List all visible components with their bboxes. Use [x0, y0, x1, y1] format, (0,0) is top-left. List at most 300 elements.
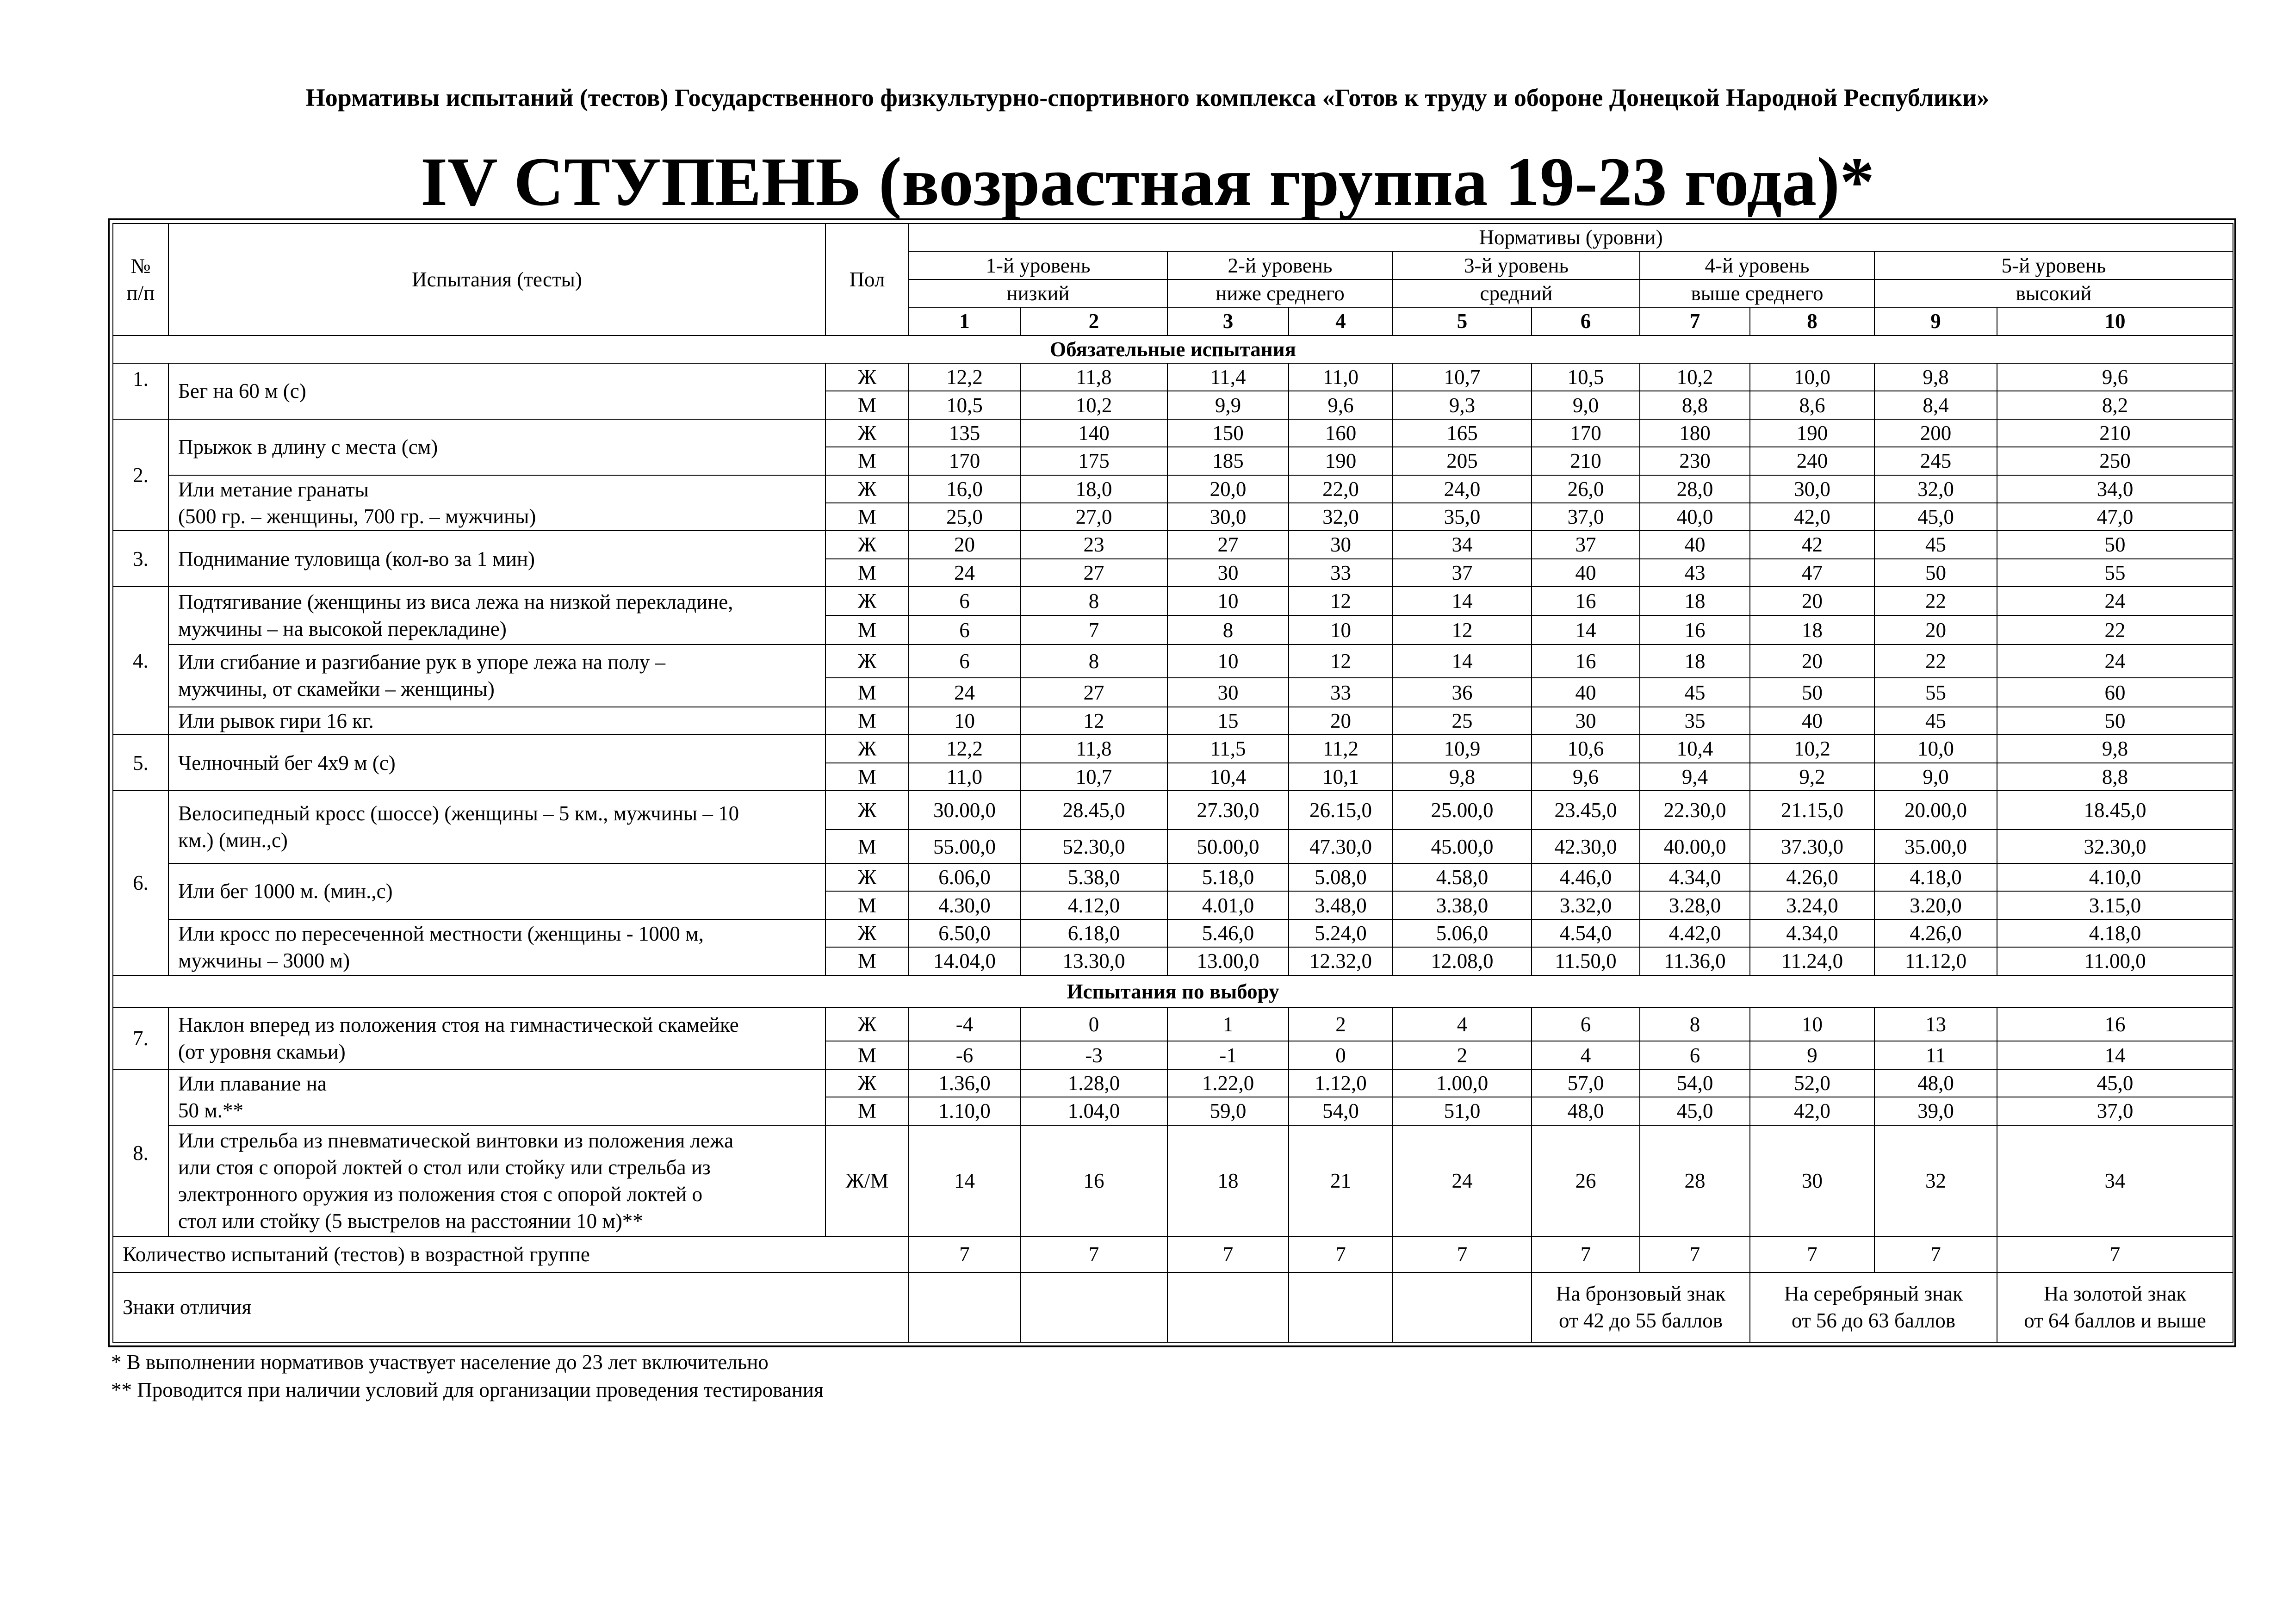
test-name: Или рывок гири 16 кг. [168, 707, 825, 735]
count-cell: 7 [1640, 1237, 1750, 1272]
value-cell: 10 [1289, 615, 1393, 644]
value-cell: 37 [1532, 531, 1640, 558]
table-row [113, 531, 2233, 558]
cell-text-line: Или стрельба из пневматической винтовки из положения лежа [178, 1129, 734, 1153]
value-cell: 245 [1874, 447, 1997, 475]
column-number: 3 [1167, 307, 1289, 335]
value-cell: -1 [1167, 1041, 1289, 1069]
value-cell: 40,0 [1640, 503, 1750, 531]
value-cell: 40 [1640, 531, 1750, 558]
value-cell: 36 [1393, 678, 1532, 707]
count-cell: 7 [1289, 1237, 1393, 1272]
value-cell: 140 [1020, 419, 1167, 447]
column-number: 10 [1997, 307, 2233, 335]
sex-cell: Ж/М [825, 1125, 909, 1237]
column-number: 5 [1393, 307, 1532, 335]
cell-text-line: от 64 баллов и выше [2024, 1309, 2206, 1333]
value-cell: 5.46,0 [1167, 919, 1289, 947]
test-name [168, 587, 825, 645]
value-cell: 10,4 [1167, 763, 1289, 791]
document-title: IV СТУПЕНЬ (возрастная группа 19-23 года)* [420, 143, 1875, 220]
test-number: 2. [113, 419, 168, 531]
value-cell: 2 [1289, 1008, 1393, 1041]
value-cell: 20 [909, 531, 1020, 558]
value-cell: 10,5 [1532, 363, 1640, 391]
value-cell: 27 [1020, 559, 1167, 587]
value-cell: 16 [1532, 587, 1640, 615]
count-cell: 7 [1532, 1237, 1640, 1272]
value-cell: 16,0 [909, 475, 1020, 503]
value-cell: 33 [1289, 559, 1393, 587]
cell-text-line: Бег на 60 м (с) [178, 379, 306, 403]
value-cell: 34,0 [1997, 475, 2233, 503]
value-cell: 30,0 [1750, 475, 1874, 503]
value-cell: 12,2 [909, 363, 1020, 391]
test-name [168, 475, 825, 531]
value-cell: 18,0 [1020, 475, 1167, 503]
value-cell: 11.12,0 [1874, 947, 1997, 975]
sex-cell: Ж [825, 791, 909, 830]
value-cell: 24,0 [1393, 475, 1532, 503]
value-cell: 12 [1020, 707, 1167, 735]
cell-text-line: электронного оружия из положения стоя с опорой локтей о [178, 1183, 703, 1206]
test-name [168, 531, 825, 587]
value-cell: 47.30,0 [1289, 830, 1393, 863]
table-row [113, 707, 2233, 735]
column-number: 1 [909, 307, 1020, 335]
value-cell: 11 [1874, 1041, 1997, 1069]
value-cell: 8,8 [1640, 391, 1750, 419]
value-cell: 48,0 [1532, 1097, 1640, 1125]
value-cell: 165 [1393, 419, 1532, 447]
value-cell: 10,9 [1393, 735, 1532, 762]
sex-cell: Ж [825, 587, 909, 615]
value-cell: 26.15,0 [1289, 791, 1393, 830]
value-cell: 16 [1640, 615, 1750, 644]
value-cell: 18 [1640, 645, 1750, 678]
footnote-1: * В выполнении нормативов участвует население до 23 лет включительно [111, 1351, 769, 1374]
value-cell: 18 [1167, 1125, 1289, 1237]
table-row [113, 645, 2233, 678]
sex-cell: М [825, 707, 909, 735]
count-cell: 7 [1874, 1237, 1997, 1272]
value-cell: 4.01,0 [1167, 891, 1289, 919]
cell-text-line: Или кросс по пересеченной местности (женщины - 1000 м, [178, 922, 704, 946]
column-number: 7 [1640, 307, 1750, 335]
cell-text-line: На бронзовый знак [1556, 1282, 1726, 1306]
value-cell: 35 [1640, 707, 1750, 735]
value-cell: 10,2 [1750, 735, 1874, 762]
value-cell: 42.30,0 [1532, 830, 1640, 863]
count-cell: 7 [1750, 1237, 1874, 1272]
value-cell: 22.30,0 [1640, 791, 1750, 830]
empty-cell [1167, 1272, 1289, 1342]
value-cell: -6 [909, 1041, 1020, 1069]
column-number: 4 [1289, 307, 1393, 335]
test-name [168, 919, 825, 975]
value-cell: 39,0 [1874, 1097, 1997, 1125]
value-cell: 9,8 [1393, 763, 1532, 791]
test-number: 6. [113, 791, 168, 975]
value-cell: 4.18,0 [1874, 863, 1997, 891]
value-cell: 10 [1167, 587, 1289, 615]
value-cell: 14 [1393, 645, 1532, 678]
value-cell: 11,0 [1289, 363, 1393, 391]
value-cell: 45 [1640, 678, 1750, 707]
value-cell: 9,8 [1997, 735, 2233, 762]
table-row [113, 919, 2233, 947]
value-cell: 190 [1289, 447, 1393, 475]
cell-text-line: Прыжок в длину с места (см) [178, 435, 438, 459]
value-cell: 16 [1020, 1125, 1167, 1237]
level-name: 4-й уровень [1640, 251, 1874, 279]
value-cell: 16 [1532, 645, 1640, 678]
value-cell: 47,0 [1997, 503, 2233, 531]
value-cell: 12 [1289, 587, 1393, 615]
value-cell: 26 [1532, 1125, 1640, 1237]
value-cell: 9,6 [1997, 363, 2233, 391]
value-cell: 3.28,0 [1640, 891, 1750, 919]
value-cell: 9,4 [1640, 763, 1750, 791]
value-cell: 240 [1750, 447, 1874, 475]
value-cell: 10,6 [1532, 735, 1640, 762]
value-cell: 14 [1997, 1041, 2233, 1069]
value-cell: 175 [1020, 447, 1167, 475]
cell-text-line: (500 гр. – женщины, 700 гр. – мужчины) [178, 504, 536, 528]
empty-cell [1289, 1272, 1393, 1342]
value-cell: 20.00,0 [1874, 791, 1997, 830]
value-cell: 9 [1750, 1041, 1874, 1069]
value-cell: 50 [1750, 678, 1874, 707]
value-cell: 60 [1997, 678, 2233, 707]
value-cell: -3 [1020, 1041, 1167, 1069]
value-cell: 40.00,0 [1640, 830, 1750, 863]
value-cell: 21.15,0 [1750, 791, 1874, 830]
sex-cell: Ж [825, 863, 909, 891]
value-cell: 30 [1167, 678, 1289, 707]
value-cell: 6.50,0 [909, 919, 1020, 947]
count-row [113, 1237, 2233, 1272]
value-cell: 32,0 [1874, 475, 1997, 503]
badges-row [113, 1272, 2233, 1342]
value-cell: 30,0 [1167, 503, 1289, 531]
value-cell: -4 [909, 1008, 1020, 1041]
value-cell: 25.00,0 [1393, 791, 1532, 830]
value-cell: 15 [1167, 707, 1289, 735]
gold-badge-cell [1997, 1272, 2233, 1342]
value-cell: 37.30,0 [1750, 830, 1874, 863]
count-cell: 7 [909, 1237, 1020, 1272]
value-cell: 24 [1997, 645, 2233, 678]
sex-cell: М [825, 447, 909, 475]
value-cell: 25 [1393, 707, 1532, 735]
value-cell: 10 [1167, 645, 1289, 678]
value-cell: 32,0 [1289, 503, 1393, 531]
level-name: 2-й уровень [1167, 251, 1393, 279]
value-cell: 25,0 [909, 503, 1020, 531]
test-name [168, 791, 825, 863]
value-cell: 27.30,0 [1167, 791, 1289, 830]
value-cell: 45 [1874, 707, 1997, 735]
value-cell: 135 [909, 419, 1020, 447]
value-cell: 170 [909, 447, 1020, 475]
value-cell: 52,0 [1750, 1069, 1874, 1097]
value-cell: 57,0 [1532, 1069, 1640, 1097]
table-row [113, 419, 2233, 447]
cell-text-line: Или плавание на [178, 1072, 327, 1096]
value-cell: 32 [1874, 1125, 1997, 1237]
count-cell: 7 [1393, 1237, 1532, 1272]
value-cell: 11.00,0 [1997, 947, 2233, 975]
value-cell: 1.12,0 [1289, 1069, 1393, 1097]
cell-text-line: (от уровня скамьи) [178, 1040, 346, 1064]
value-cell: 6 [1532, 1008, 1640, 1041]
level-desc: низкий [909, 279, 1167, 307]
cell-text-line: Челночный бег 4х9 м (с) [178, 751, 396, 775]
value-cell: 32.30,0 [1997, 830, 2233, 863]
value-cell: 1.36,0 [909, 1069, 1020, 1097]
value-cell: 22 [1997, 615, 2233, 644]
value-cell: 14 [1532, 615, 1640, 644]
cell-text-line: от 42 до 55 баллов [1559, 1309, 1723, 1333]
value-cell: 20 [1750, 645, 1874, 678]
value-cell: 8 [1020, 645, 1167, 678]
value-cell: 27 [1020, 678, 1167, 707]
value-cell: 8,6 [1750, 391, 1874, 419]
value-cell: 22 [1874, 587, 1997, 615]
value-cell: 8,2 [1997, 391, 2233, 419]
value-cell: 9,6 [1289, 391, 1393, 419]
test-name [168, 419, 825, 475]
sex-cell: М [825, 391, 909, 419]
value-cell: 12.32,0 [1289, 947, 1393, 975]
table-row [113, 863, 2233, 891]
test-name [168, 1069, 825, 1125]
value-cell: 16 [1997, 1008, 2233, 1041]
test-name [168, 735, 825, 791]
value-cell: 170 [1532, 419, 1640, 447]
sex-cell: М [825, 1041, 909, 1069]
value-cell: 1.28,0 [1020, 1069, 1167, 1097]
value-cell: 9,6 [1532, 763, 1640, 791]
value-cell: 42,0 [1750, 1097, 1874, 1125]
value-cell: 10,2 [1640, 363, 1750, 391]
value-cell: 10,2 [1020, 391, 1167, 419]
value-cell: 4 [1532, 1041, 1640, 1069]
level-desc: ниже среднего [1167, 279, 1393, 307]
value-cell: 0 [1020, 1008, 1167, 1041]
column-number: 6 [1532, 307, 1640, 335]
value-cell: 9,2 [1750, 763, 1874, 791]
value-cell: 51,0 [1393, 1097, 1532, 1125]
value-cell: 180 [1640, 419, 1750, 447]
value-cell: 9,0 [1874, 763, 1997, 791]
section-mandatory: Обязательные испытания [113, 335, 2233, 363]
value-cell: 4.34,0 [1640, 863, 1750, 891]
value-cell: 5.08,0 [1289, 863, 1393, 891]
sex-cell: Ж [825, 919, 909, 947]
value-cell: 28,0 [1640, 475, 1750, 503]
column-number: 2 [1020, 307, 1167, 335]
value-cell: 20 [1874, 615, 1997, 644]
section-optional: Испытания по выбору [113, 975, 2233, 1008]
value-cell: 24 [1393, 1125, 1532, 1237]
value-cell: 4.12,0 [1020, 891, 1167, 919]
cell-text-line: Наклон вперед из положения стоя на гимнастической скамейке [178, 1013, 739, 1037]
cell-text-line: мужчины, от скамейки – женщины) [178, 677, 495, 701]
table-row [113, 1125, 2233, 1237]
sex-cell: Ж [825, 1008, 909, 1041]
header-norms: Нормативы (уровни) [909, 223, 2233, 251]
value-cell: 13.00,0 [1167, 947, 1289, 975]
value-cell: 42 [1750, 531, 1874, 558]
header-sex: Пол [825, 223, 909, 335]
table-row [113, 1069, 2233, 1097]
test-number: 3. [113, 531, 168, 587]
sex-cell: Ж [825, 363, 909, 391]
value-cell: 230 [1640, 447, 1750, 475]
cell-text-line: от 56 до 63 баллов [1792, 1309, 1955, 1333]
norms-table [112, 223, 2233, 1343]
value-cell: 55 [1997, 559, 2233, 587]
value-cell: 30 [1532, 707, 1640, 735]
value-cell: 200 [1874, 419, 1997, 447]
value-cell: 37 [1393, 559, 1532, 587]
value-cell: 37,0 [1532, 503, 1640, 531]
value-cell: 45,0 [1640, 1097, 1750, 1125]
value-cell: 14 [1393, 587, 1532, 615]
value-cell: 0 [1289, 1041, 1393, 1069]
value-cell: 11.24,0 [1750, 947, 1874, 975]
count-cell: 7 [1020, 1237, 1167, 1272]
value-cell: 30 [1750, 1125, 1874, 1237]
value-cell: 9,3 [1393, 391, 1532, 419]
count-cell: 7 [1167, 1237, 1289, 1272]
sex-cell: М [825, 615, 909, 644]
value-cell: 21 [1289, 1125, 1393, 1237]
sex-cell: М [825, 763, 909, 791]
value-cell: 4.54,0 [1532, 919, 1640, 947]
cell-text-line: 50 м.** [178, 1099, 243, 1122]
value-cell: 22,0 [1289, 475, 1393, 503]
value-cell: 5.18,0 [1167, 863, 1289, 891]
value-cell: 1 [1167, 1008, 1289, 1041]
value-cell: 59,0 [1167, 1097, 1289, 1125]
level-name: 3-й уровень [1393, 251, 1640, 279]
sex-cell: Ж [825, 419, 909, 447]
test-number: 1. [113, 363, 168, 419]
value-cell: 45 [1874, 531, 1997, 558]
value-cell: 47 [1750, 559, 1874, 587]
empty-cell [1020, 1272, 1167, 1342]
value-cell: 7 [1020, 615, 1167, 644]
cell-text-line: № п/п [126, 254, 155, 304]
value-cell: 30 [1289, 531, 1393, 558]
cell-text-line: Поднимание туловища (кол-во за 1 мин) [178, 547, 535, 570]
value-cell: 10,7 [1393, 363, 1532, 391]
sex-cell: Ж [825, 645, 909, 678]
cell-text-line: Велосипедный кросс (шоссе) (женщины – 5 км., мужчины – 10 [178, 802, 739, 825]
value-cell: 150 [1167, 419, 1289, 447]
value-cell: 8 [1020, 587, 1167, 615]
sex-cell: М [825, 559, 909, 587]
value-cell: 11,8 [1020, 735, 1167, 762]
value-cell: 3.20,0 [1874, 891, 1997, 919]
value-cell: 6.06,0 [909, 863, 1020, 891]
value-cell: 12 [1289, 645, 1393, 678]
value-cell: 185 [1167, 447, 1289, 475]
value-cell: 4.10,0 [1997, 863, 2233, 891]
sex-cell: Ж [825, 735, 909, 762]
cell-text-line: Подтягивание (женщины из виса лежа на низкой перекладине, [178, 590, 733, 614]
test-name [168, 1008, 825, 1069]
sex-cell: М [825, 891, 909, 919]
value-cell: 4.34,0 [1750, 919, 1874, 947]
value-cell: 24 [909, 678, 1020, 707]
value-cell: 210 [1997, 419, 2233, 447]
value-cell: 10 [909, 707, 1020, 735]
value-cell: 4 [1393, 1008, 1532, 1041]
table-row [113, 363, 2233, 391]
value-cell: 11,2 [1289, 735, 1393, 762]
value-cell: 55 [1874, 678, 1997, 707]
value-cell: 50 [1997, 531, 2233, 558]
value-cell: 11,8 [1020, 363, 1167, 391]
value-cell: 54,0 [1289, 1097, 1393, 1125]
count-label: Количество испытаний (тестов) в возрастной группе [113, 1237, 909, 1272]
value-cell: 12,2 [909, 735, 1020, 762]
value-cell: 1.22,0 [1167, 1069, 1289, 1097]
value-cell: 8,8 [1997, 763, 2233, 791]
value-cell: 10,4 [1640, 735, 1750, 762]
value-cell: 45,0 [1874, 503, 1997, 531]
value-cell: 10,0 [1874, 735, 1997, 762]
sex-cell: М [825, 830, 909, 863]
value-cell: 50.00,0 [1167, 830, 1289, 863]
sex-cell: М [825, 503, 909, 531]
value-cell: 9,8 [1874, 363, 1997, 391]
sex-cell: М [825, 1097, 909, 1125]
value-cell: 33 [1289, 678, 1393, 707]
value-cell: 27 [1167, 531, 1289, 558]
badges-label: Знаки отличия [113, 1272, 909, 1342]
test-name [168, 645, 825, 707]
value-cell: 22 [1874, 645, 1997, 678]
value-cell: 9,9 [1167, 391, 1289, 419]
value-cell: 37,0 [1997, 1097, 2233, 1125]
empty-cell [909, 1272, 1020, 1342]
column-number: 8 [1750, 307, 1874, 335]
value-cell: 28 [1640, 1125, 1750, 1237]
value-cell: 55.00,0 [909, 830, 1020, 863]
table-row [113, 475, 2233, 503]
value-cell: 26,0 [1532, 475, 1640, 503]
value-cell: 1.00,0 [1393, 1069, 1532, 1097]
value-cell: 13.30,0 [1020, 947, 1167, 975]
value-cell: 190 [1750, 419, 1874, 447]
value-cell: 5.38,0 [1020, 863, 1167, 891]
cell-text-line: Или бег 1000 м. (мин.,с) [178, 880, 393, 903]
test-number: 4. [113, 587, 168, 735]
value-cell: 10 [1750, 1008, 1874, 1041]
value-cell: 34 [1997, 1125, 2233, 1237]
cell-text-line: стол или стойку (5 выстрелов на расстоянии 10 м)** [178, 1209, 643, 1233]
cell-text-line: Или метание гранаты [178, 477, 369, 501]
value-cell: 10,7 [1020, 763, 1167, 791]
cell-text-line: мужчины – на высокой перекладине) [178, 617, 507, 641]
value-cell: 13 [1874, 1008, 1997, 1041]
level-name: 1-й уровень [909, 251, 1167, 279]
